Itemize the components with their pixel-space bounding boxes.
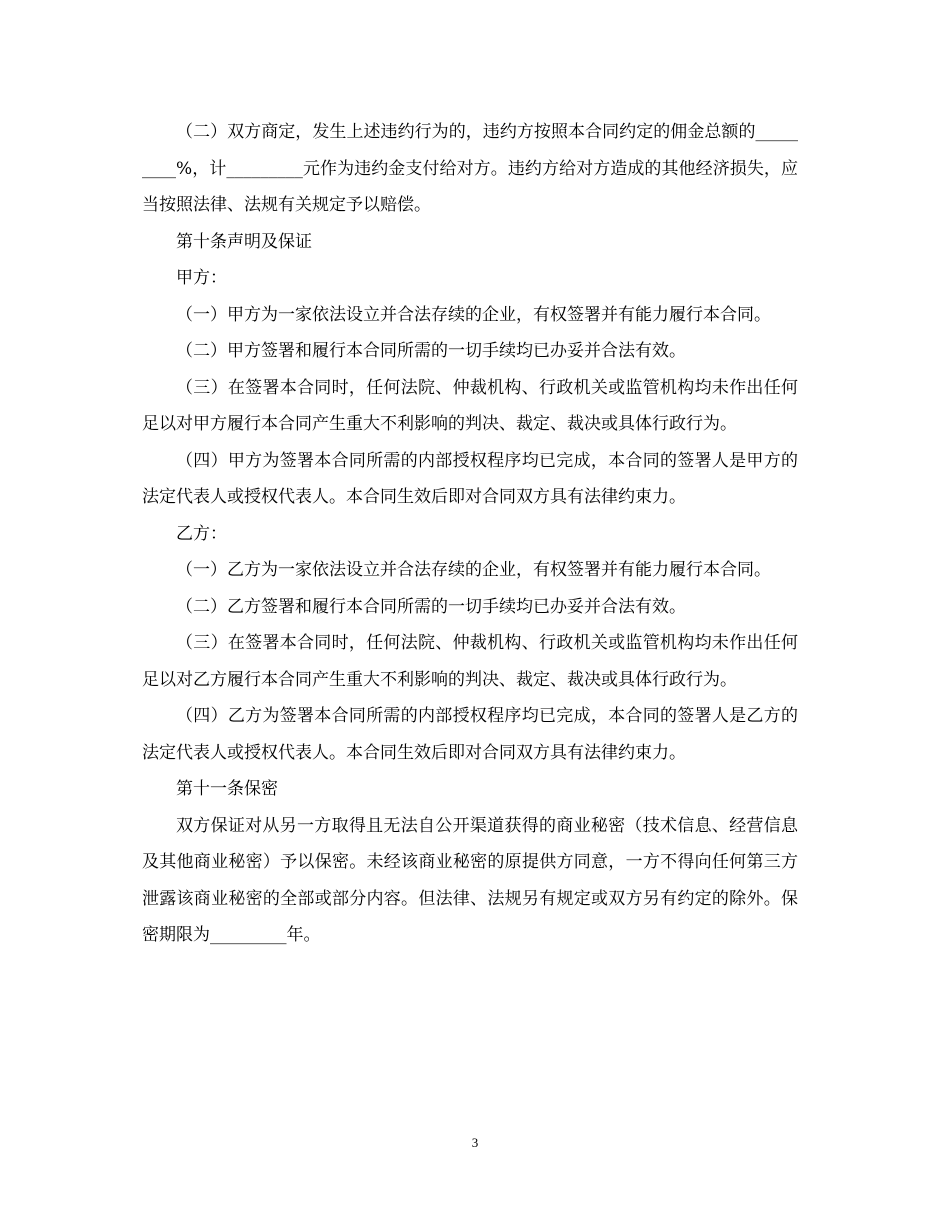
document-body bbox=[142, 114, 798, 954]
page-number: 3 bbox=[471, 1135, 479, 1150]
party-b-clause-1: （一）乙方为一家依法设立并合法存续的企业，有权签署并有能力履行本合同。 bbox=[176, 560, 771, 580]
party-b-clause-2: （二）乙方签署和履行本合同所需的一切手续均已办妥并合法有效。 bbox=[176, 596, 686, 617]
party-a-clause-2: （二）甲方签署和履行本合同所需的一切手续均已办妥并合法有效。 bbox=[176, 341, 686, 361]
party-b-label: 乙方： bbox=[176, 523, 227, 544]
confidentiality-clause: 双方保证对从另一方取得且无法自公开渠道获得的商业秘密（技术信息、经营信息及其他商业秘密）予以保密。未经该商业秘密的原提供方同意，一方不得向任何第三方泄露该商业秘密的全部或部分内容。但法律、法规另有规定或双方另有约定的除外。保密期限为_________年。 bbox=[142, 815, 798, 945]
party-a-clause-3: （三）在签署本合同时，任何法院、仲裁机构、行政机关或监管机构均未作出任何足以对甲方履行本合同产生重大不利影响的判决、裁定、裁决或具体行政行为。 bbox=[142, 377, 798, 434]
party-a-clause-1: （一）甲方为一家依法设立并合法存续的企业，有权签署并有能力履行本合同。 bbox=[176, 304, 771, 325]
party-b-clause-4: （四）乙方为签署本合同所需的内部授权程序均已完成，本合同的签署人是乙方的法定代表人或授权代表人。本合同生效后即对合同双方具有法律约束力。 bbox=[142, 706, 798, 763]
party-b-clause-3: （三）在签署本合同时，任何法院、仲裁机构、行政机关或监管机构均未作出任何足以对乙方履行本合同产生重大不利影响的判决、裁定、裁决或具体行政行为。 bbox=[142, 633, 798, 690]
article-10-heading: 第十条声明及保证 bbox=[176, 231, 312, 252]
party-a-label: 甲方： bbox=[176, 268, 227, 288]
party-a-clause-4: （四）甲方为签署本合同所需的内部授权程序均已完成，本合同的签署人是甲方的法定代表人或授权代表人。本合同生效后即对合同双方具有法律约束力。 bbox=[142, 450, 798, 507]
article-11-heading: 第十一条保密 bbox=[176, 779, 278, 799]
clause-penalty-2: （二）双方商定，发生上述违约行为的，违约方按照本合同约定的佣金总额的_________%，计_________元作为违约金支付给对方。违约方给对方造成的其他经济损失，应当按照法律、法规有关规定予以赔偿。 bbox=[142, 122, 798, 215]
